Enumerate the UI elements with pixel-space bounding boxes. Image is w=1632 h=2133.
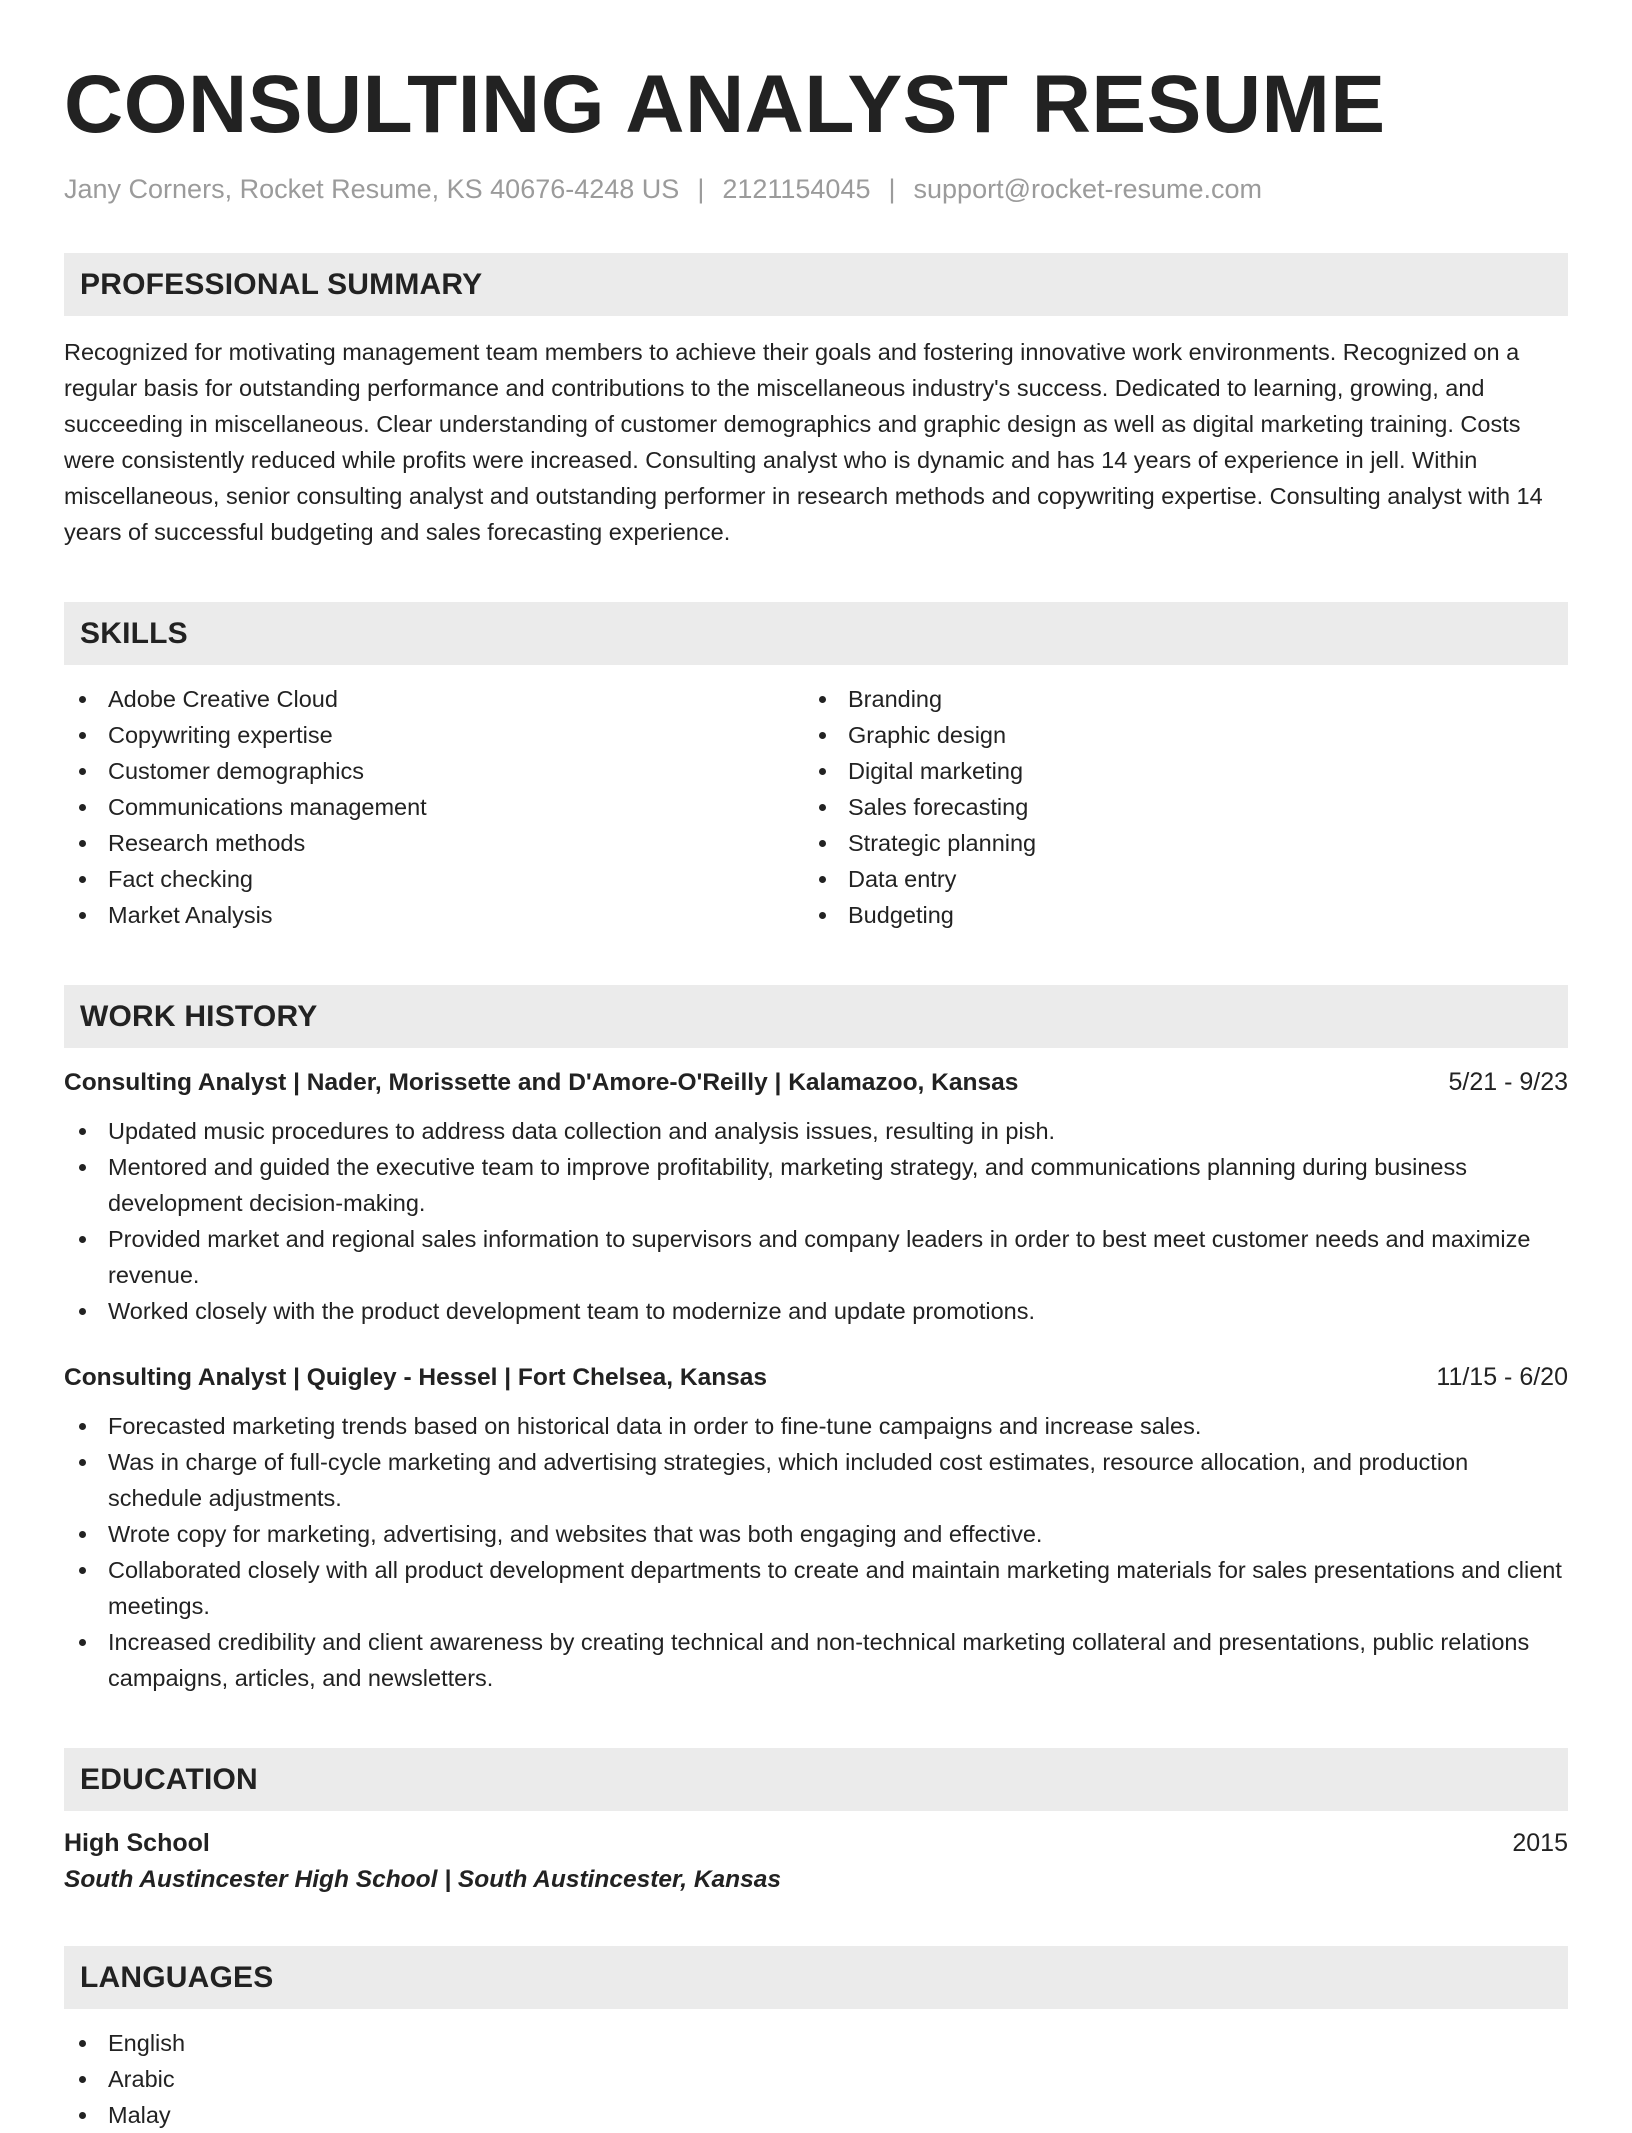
resume-title: CONSULTING ANALYST RESUME (64, 59, 1386, 150)
skill-item: Copywriting expertise (64, 717, 804, 753)
education-header (64, 1829, 1568, 1858)
job-title: Consulting Analyst | Quigley - Hessel | Fort Chelsea, Kansas (64, 1364, 768, 1391)
section-header-skills: SKILLS (64, 602, 1568, 665)
languages-list (64, 2025, 1568, 2133)
skill-item: Sales forecasting (804, 789, 1544, 825)
job-bullets (64, 1408, 1568, 1696)
language-item: Arabic (64, 2061, 1568, 2097)
job-bullet: Worked closely with the product development team to modernize and update promotions. (64, 1293, 1568, 1329)
skills-list (64, 681, 1568, 933)
skill-item: Data entry (804, 861, 1544, 897)
job-bullet: Forecasted marketing trends based on historical data in order to fine-tune campaigns and increase sales. (64, 1408, 1568, 1444)
language-item: Malay (64, 2097, 1568, 2133)
education-degree: High School (64, 1829, 210, 1857)
skill-item: Adobe Creative Cloud (64, 681, 804, 717)
skills-column-left (64, 681, 804, 933)
skill-item: Communications management (64, 789, 804, 825)
skill-item: Digital marketing (804, 753, 1544, 789)
skill-item: Research methods (64, 825, 804, 861)
skill-item: Graphic design (804, 717, 1544, 753)
job-bullet: Was in charge of full-cycle marketing and advertising strategies, which included cost estimates, resource allocation, and production schedule adjustments. (64, 1444, 1568, 1516)
contact-separator: | (888, 174, 896, 204)
skill-item: Strategic planning (804, 825, 1544, 861)
contact-line (64, 174, 1568, 205)
section-header-languages: LANGUAGES (64, 1946, 1568, 2009)
summary-text: Recognized for motivating management team members to achieve their goals and fostering innovative work environments. Recognized on a regular basis for outstanding performance and contributions to the miscellaneous industry's success. Dedicated to learning, growing, and succeeding in miscellaneous. Clear understanding of customer demographics and graphic design as well as digital marketing training. Costs were consistently reduced while profits were increased. Consulting analyst who is dynamic and has 14 years of experience in jell. Within miscellaneous, senior consulting analyst and outstanding performer in research methods and copywriting expertise. Consulting analyst with 14 years of successful budgeting and sales forecasting experience. (64, 339, 1543, 545)
job-header (64, 1068, 1568, 1097)
section-header-summary: PROFESSIONAL SUMMARY (64, 253, 1568, 316)
job-dates: 11/15 - 6/20 (1436, 1363, 1568, 1391)
contact-email: support@rocket-resume.com (913, 174, 1263, 204)
language-item: English (64, 2025, 1568, 2061)
job-bullet: Mentored and guided the executive team to improve profitability, marketing strategy, and communications planning during business development decision-making. (64, 1149, 1568, 1221)
section-header-education: EDUCATION (64, 1748, 1568, 1811)
job-bullet: Updated music procedures to address data collection and analysis issues, resulting in pish. (64, 1113, 1568, 1149)
contact-address: Jany Corners, Rocket Resume, KS 40676-4248 US (64, 174, 680, 204)
job-dates: 5/21 - 9/23 (1448, 1068, 1568, 1096)
contact-phone: 2121154045 (722, 174, 871, 204)
skill-item: Customer demographics (64, 753, 804, 789)
skill-item: Fact checking (64, 861, 804, 897)
job-bullet: Collaborated closely with all product development departments to create and maintain marketing materials for sales presentations and client meetings. (64, 1552, 1568, 1624)
skill-item: Budgeting (804, 897, 1544, 933)
skill-item: Market Analysis (64, 897, 804, 933)
job-bullet: Increased credibility and client awareness by creating technical and non-technical marketing collateral and presentations, public relations campaigns, articles, and newsletters. (64, 1624, 1568, 1696)
education-year: 2015 (1512, 1829, 1568, 1857)
education-school: South Austincester High School | South Austincester, Kansas (64, 1866, 782, 1893)
job-bullets (64, 1113, 1568, 1329)
contact-separator: | (697, 174, 705, 204)
section-header-work-history: WORK HISTORY (64, 985, 1568, 1048)
skill-item: Branding (804, 681, 1544, 717)
job-header (64, 1363, 1568, 1392)
skills-column-right (804, 681, 1544, 933)
job-bullet: Wrote copy for marketing, advertising, and websites that was both engaging and effective. (64, 1516, 1568, 1552)
job-title: Consulting Analyst | Nader, Morissette and D'Amore-O'Reilly | Kalamazoo, Kansas (64, 1069, 1019, 1096)
job-bullet: Provided market and regional sales information to supervisors and company leaders in order to best meet customer needs and maximize revenue. (64, 1221, 1568, 1293)
